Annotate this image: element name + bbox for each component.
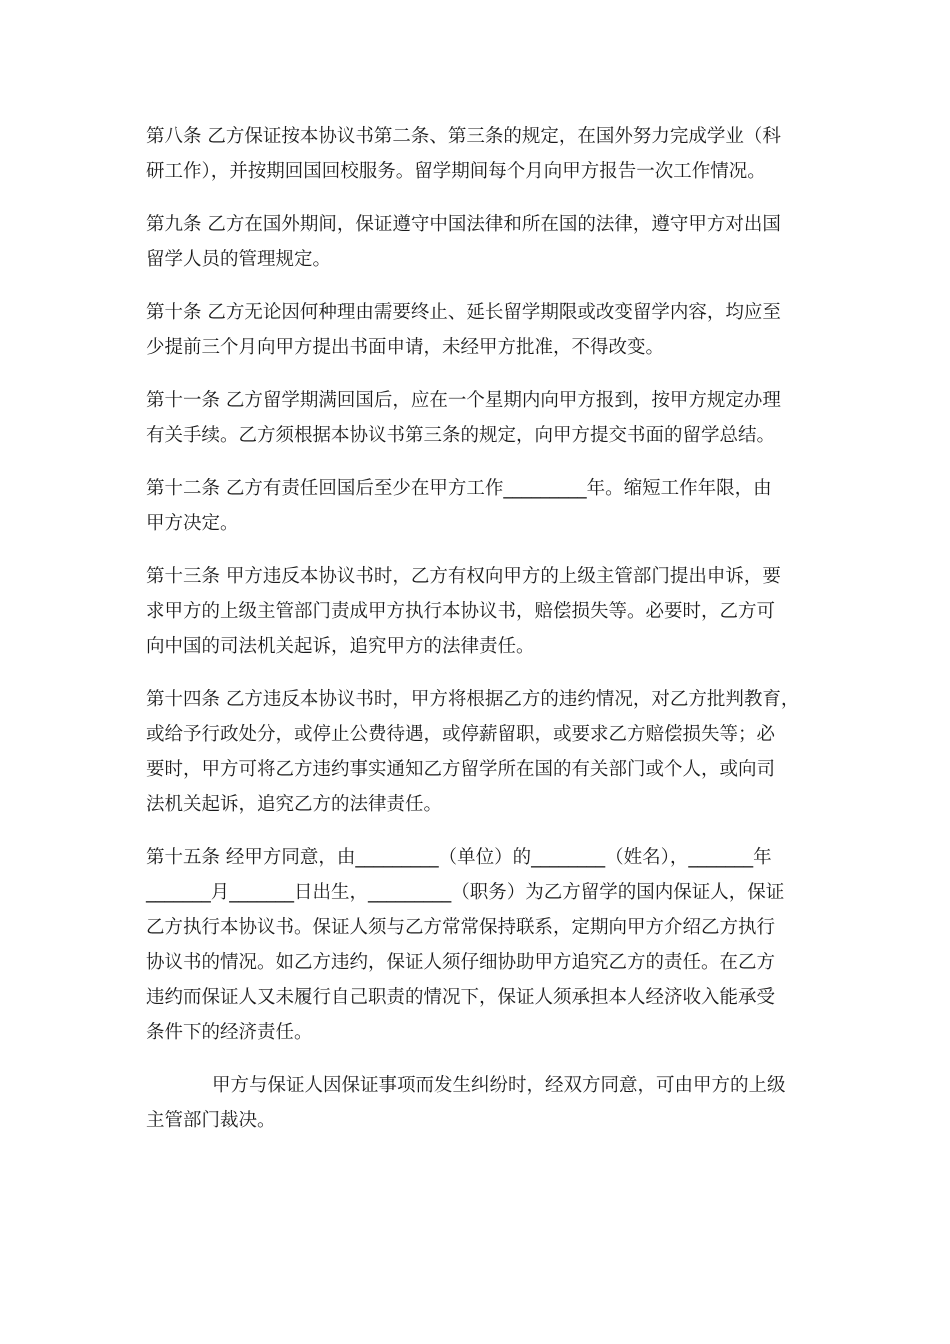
clause-text-line: 法机关起诉，追究乙方的法律责任。 bbox=[146, 794, 443, 815]
clause-text-line: 第十条 乙方无论因何种理由需要终止、延长留学期限或改变留学内容，均应至 bbox=[146, 302, 781, 323]
clause-text-line: 第十五条 经甲方同意，由_________（单位）的________（姓名），_______年 bbox=[146, 847, 772, 868]
clause-12 bbox=[146, 471, 826, 541]
clause-text-line: 乙方执行本协议书。保证人须与乙方常常保持联系，定期向甲方介绍乙方执行 bbox=[146, 917, 776, 938]
clause-text-line: 第八条 乙方保证按本协议书第二条、第三条的规定，在国外努力完成学业（科 bbox=[146, 126, 781, 147]
clause-13 bbox=[146, 559, 826, 664]
clause-text-line: 留学人员的管理规定。 bbox=[146, 249, 332, 270]
clause-text-line: 第十三条 甲方违反本协议书时，乙方有权向甲方的上级主管部门提出申诉，要 bbox=[146, 566, 781, 587]
closing-text-line: 甲方与保证人因保证事项而发生纠纷时，经双方同意，可由甲方的上级 bbox=[212, 1075, 786, 1096]
closing-text-line: 主管部门裁决。 bbox=[146, 1110, 276, 1131]
clause-text-line: 第九条 乙方在国外期间，保证遵守中国法律和所在国的法律，遵守甲方对出国 bbox=[146, 214, 781, 235]
clause-10 bbox=[146, 295, 826, 365]
clause-text-line: 求甲方的上级主管部门责成甲方执行本协议书，赔偿损失等。必要时，乙方可 bbox=[146, 601, 776, 622]
clause-text-line: 条件下的经济责任。 bbox=[146, 1022, 313, 1043]
clause-text-line: 或给予行政处分，或停止公费待遇，或停薪留职，或要求乙方赔偿损失等；必 bbox=[146, 724, 776, 745]
closing-paragraph bbox=[146, 1068, 826, 1138]
clause-text-line: 违约而保证人又未履行自己职责的情况下，保证人须承担本人经济收入能承受 bbox=[146, 987, 776, 1008]
clause-11 bbox=[146, 383, 826, 453]
clause-text-line: 甲方决定。 bbox=[146, 513, 239, 534]
clause-text-line: 协议书的情况。如乙方违约，保证人须仔细协助甲方追究乙方的责任。在乙方 bbox=[146, 952, 776, 973]
document-body bbox=[146, 119, 826, 1156]
clause-14 bbox=[146, 682, 826, 822]
clause-text-line: 第十四条 乙方违反本协议书时，甲方将根据乙方的违约情况，对乙方批判教育， bbox=[146, 689, 800, 710]
clause-text-line: 研工作），并按期回国回校服务。留学期间每个月向甲方报告一次工作情况。 bbox=[146, 161, 766, 182]
clause-text-line: 要时，甲方可将乙方违约事实通知乙方留学所在国的有关部门或个人，或向司 bbox=[146, 759, 776, 780]
clause-text-line: 向中国的司法机关起诉，追究甲方的法律责任。 bbox=[146, 636, 535, 657]
clause-text-line: 有关手续。乙方须根据本协议书第三条的规定，向甲方提交书面的留学总结。 bbox=[146, 425, 776, 446]
clause-text-line: 少提前三个月向甲方提出书面申请，未经甲方批准，不得改变。 bbox=[146, 337, 665, 358]
clause-text-line: 第十二条 乙方有责任回国后至少在甲方工作_________年。缩短工作年限，由 bbox=[146, 478, 772, 499]
clause-9 bbox=[146, 207, 826, 277]
clause-text-line: 第十一条 乙方留学期满回国后，应在一个星期内向甲方报到，按甲方规定办理 bbox=[146, 390, 781, 411]
clause-15 bbox=[146, 840, 826, 1050]
clause-8 bbox=[146, 119, 826, 189]
clause-text-line: _______月_______日出生，_________（职务）为乙方留学的国内保证人，保证 bbox=[146, 882, 785, 903]
